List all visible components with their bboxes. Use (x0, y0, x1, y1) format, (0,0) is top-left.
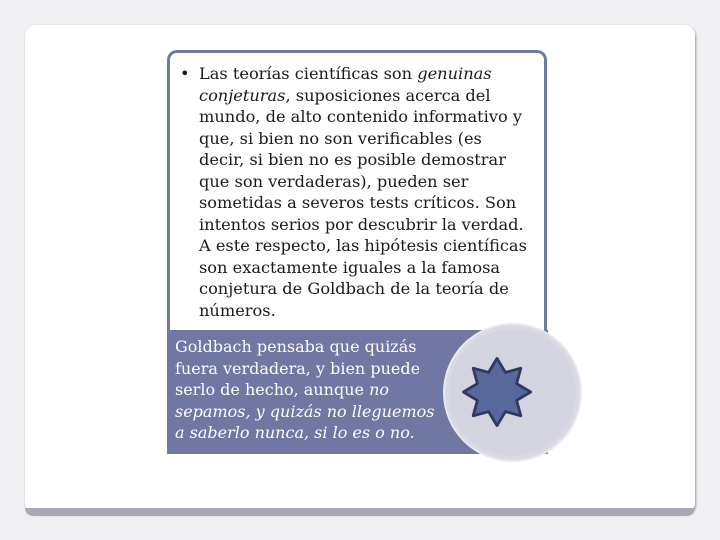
quote-text-rest: , suposiciones acerca del mundo, de alto contenido informativo y que, si bien no son verificables (es decir, si bien no es posible demostrar que son verdaderas), pueden ser sometidas a severos tests críticos. Son intentos serios por descubrir la verdad. A este respecto, las hipótesis científicas son exactamente iguales a la famosa conjetura de Goldbach de la teoría de números. (199, 85, 527, 320)
band-paragraph (175, 336, 445, 444)
bullet-marker: • (180, 64, 190, 83)
slide-bottom-edge (25, 508, 695, 516)
band-text-start: Goldbach pensaba que quizás fuera verdadera, y bien puede serlo de hecho, aunque (175, 337, 421, 399)
quote-italic-phrase: genuinas conjeturas (199, 64, 492, 105)
quote-box (167, 50, 547, 335)
star-shape (463, 358, 530, 425)
quote-text-start: Las teorías científicas son (199, 64, 418, 83)
eight-point-star-icon (462, 357, 532, 427)
quote-paragraph (180, 63, 530, 321)
band-italic-phrase: no sepamos, y quizás no lleguemos a saberlo nunca, si lo es o no. (175, 380, 435, 442)
